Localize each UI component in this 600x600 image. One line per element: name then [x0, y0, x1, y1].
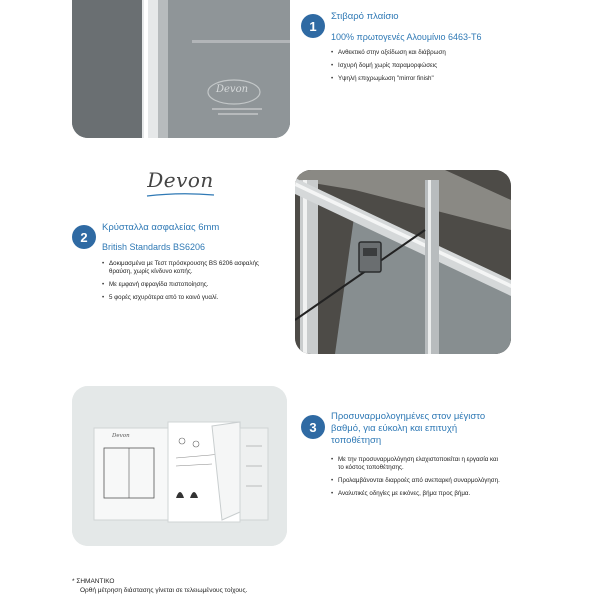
section-3-bullets — [331, 456, 501, 503]
etched-logo: Devon — [216, 84, 249, 95]
section-3-title: Προσυναρμολογημένες στον μέγιστο βαθμό, για εύκολη και επιτυχή τοποθέτηση — [331, 411, 486, 446]
glass-hinge-photo — [295, 170, 511, 354]
frame-photo — [72, 0, 290, 138]
list-item: • Με εμφανή σφραγίδα πιστοποίησης. — [102, 281, 272, 289]
important-note-label: * ΣΗΜΑΝΤΙΚΟ — [72, 578, 115, 585]
manual-logo: Devon — [112, 433, 130, 439]
instruction-manual-photo — [72, 386, 287, 546]
section-1-bullets — [331, 49, 531, 88]
section-2-bullets — [102, 260, 272, 307]
devon-logo — [143, 168, 218, 198]
section-2-subtitle: British Standards BS6206 — [102, 242, 206, 252]
manual-art — [72, 386, 287, 546]
list-item: • Αναλυτικές οδηγίες με εικόνες, βήμα προς βήμα. — [331, 490, 501, 498]
section-1-subtitle: 100% πρωτογενές Αλουμίνιο 6463-T6 — [331, 32, 482, 42]
step-3-badge: 3 — [301, 415, 325, 439]
section-1-title: Στιβαρό πλαίσιο — [331, 11, 399, 22]
list-item: • Υψηλή επιχρωμίωση "mirror finish" — [331, 75, 531, 83]
list-item: • Ανθεκτικό στην οξείδωση και διάβρωση — [331, 49, 531, 57]
section-2-title: Κρύσταλλα ασφαλείας 6mm — [102, 222, 220, 233]
logo-swoosh-icon — [143, 192, 218, 198]
step-2-badge: 2 — [72, 225, 96, 249]
list-item: • Ισχυρή δομή χωρίς παραμορφώσεις — [331, 62, 531, 70]
glass-hinge-photo-art — [295, 170, 511, 354]
devon-logo-text: Devon — [147, 168, 214, 192]
important-note-text: Ορθή μέτρηση διάστασης γίνεται σε τελειωμένους τοίχους. — [80, 587, 248, 594]
list-item: • Με την προσυναρμολόγηση ελαχιστοποιείται η εργασία και το κόστος τοποθέτησης. — [331, 456, 501, 472]
list-item: • Δοκιμασμένα με Τεστ πρόσκρουσης BS 6206 ασφαλής θραύση, χωρίς κίνδυνο κοπής. — [102, 260, 272, 276]
step-1-badge: 1 — [301, 14, 325, 38]
frame-photo-art — [72, 0, 290, 138]
list-item: • Προλαμβάνονται διαρροές από ανεπαρκή συναρμολόγηση. — [331, 477, 501, 485]
list-item: • 5 φορές ισχυρότερα από το κοινό γυαλί. — [102, 294, 272, 302]
